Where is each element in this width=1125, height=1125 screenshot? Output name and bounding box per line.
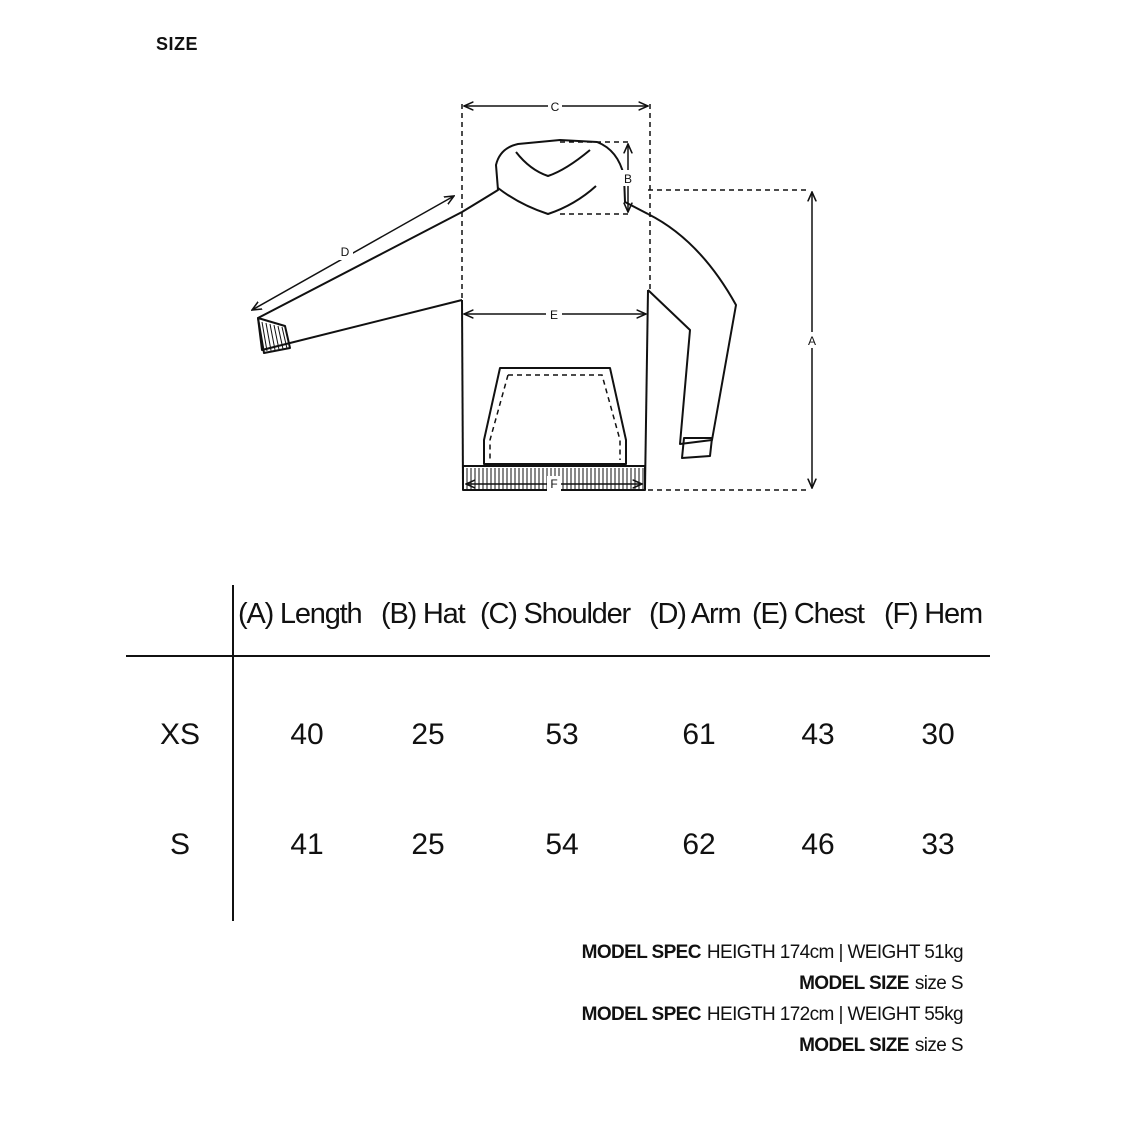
header-chest: (E) Chest bbox=[752, 598, 864, 630]
torso-right bbox=[645, 290, 648, 488]
cell-xs-shoulder: 53 bbox=[545, 718, 579, 751]
label-b: B bbox=[623, 172, 633, 186]
hood-inner bbox=[498, 186, 596, 214]
header-arm: (D) Arm bbox=[649, 598, 741, 630]
cell-xs-hat: 25 bbox=[411, 718, 445, 751]
model-size-1: MODEL SIZE size S bbox=[799, 973, 963, 994]
header-hem: (F) Hem bbox=[884, 598, 982, 630]
header-length: (A) Length bbox=[238, 598, 362, 630]
row-label-xs: XS bbox=[159, 718, 201, 751]
model-spec-1: MODEL SPEC HEIGTH 174cm | WEIGHT 51kg bbox=[581, 942, 963, 963]
torso-left bbox=[462, 300, 463, 488]
model-spec-2: MODEL SPEC HEIGTH 172cm | WEIGHT 55kg bbox=[581, 1004, 963, 1025]
label-a: A bbox=[807, 334, 817, 348]
row-label-s: S bbox=[169, 828, 190, 861]
table-horizontal-divider bbox=[126, 655, 990, 657]
right-sleeve bbox=[648, 214, 736, 444]
header-hat: (B) Hat bbox=[381, 598, 465, 630]
label-f: F bbox=[550, 477, 558, 491]
cell-xs-length: 40 bbox=[290, 718, 324, 751]
table-vertical-divider bbox=[232, 585, 234, 921]
hoodie-diagram bbox=[0, 0, 1125, 560]
cell-xs-chest: 43 bbox=[801, 718, 835, 751]
model-size-2: MODEL SIZE size S bbox=[799, 1035, 963, 1056]
cell-s-shoulder: 54 bbox=[545, 828, 579, 861]
cell-xs-hem: 30 bbox=[921, 718, 955, 751]
label-e: E bbox=[549, 308, 559, 322]
cell-xs-arm: 61 bbox=[682, 718, 716, 751]
cell-s-hem: 33 bbox=[921, 828, 955, 861]
header-shoulder: (C) Shoulder bbox=[480, 598, 630, 630]
label-d: D bbox=[340, 245, 350, 259]
label-c: C bbox=[550, 100, 560, 114]
cell-s-arm: 62 bbox=[682, 828, 716, 861]
hoodie-outline bbox=[258, 140, 736, 490]
cell-s-chest: 46 bbox=[801, 828, 835, 861]
cell-s-length: 41 bbox=[290, 828, 324, 861]
page-title: SIZE bbox=[156, 34, 199, 54]
left-sleeve bbox=[258, 212, 462, 350]
dashed-guides bbox=[462, 104, 810, 490]
cell-s-hat: 25 bbox=[411, 828, 445, 861]
dimension-arrows bbox=[252, 106, 812, 488]
hood-opening bbox=[516, 150, 590, 176]
